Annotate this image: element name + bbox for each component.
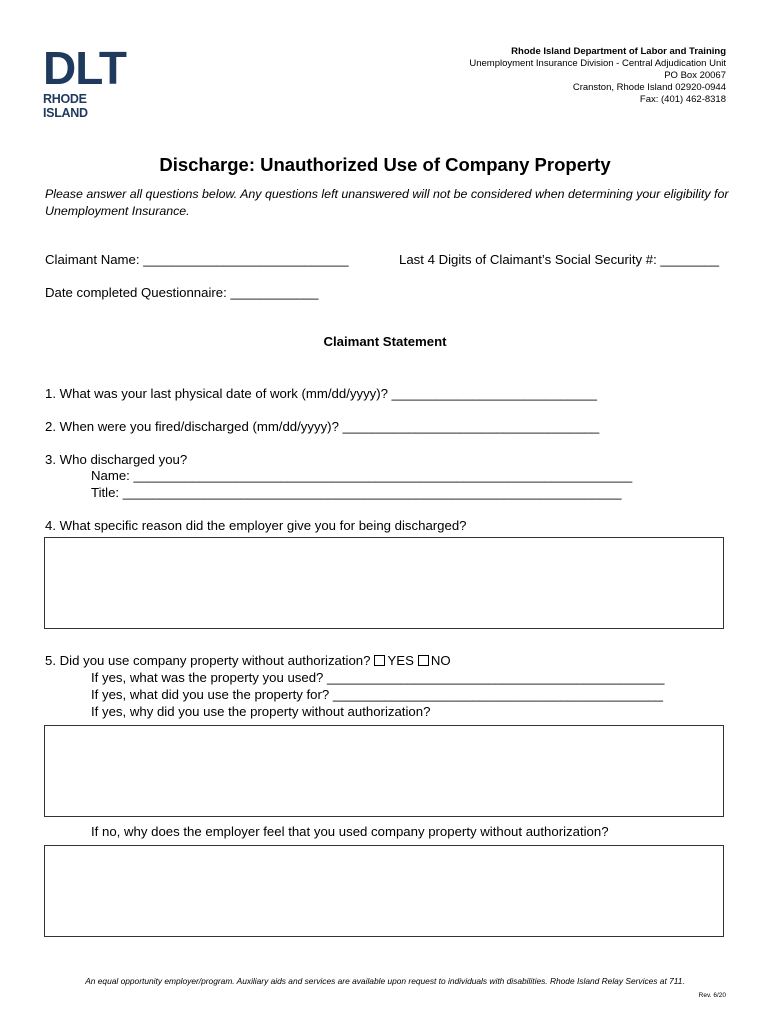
question-5d: If no, why does the employer feel that you used company property without authorization? [91, 824, 609, 839]
section-heading: Claimant Statement [323, 334, 447, 349]
logo-main-text: DLT [43, 42, 127, 94]
question-4: 4. What specific reason did the employer give you for being discharged? [45, 518, 467, 533]
agency-fax: Fax: (401) 462-8318 [639, 94, 726, 105]
agency-pobox: PO Box 20067 [664, 70, 726, 81]
question-4-answer-input[interactable] [45, 538, 723, 628]
question-5a-field[interactable]: If yes, what was the property you used? ______________________________________________ [91, 670, 665, 685]
agency-division: Unemployment Insurance Division - Central Adjudication Unit [469, 58, 726, 69]
footer-text: An equal opportunity employer/program. Auxiliary aids and services are available upon request to individuals with disabilities. Rhode Island Relay Services at 711. [85, 976, 685, 986]
question-3-title-field[interactable]: Title: ____________________________________________________________________ [91, 485, 622, 500]
question-1[interactable]: 1. What was your last physical date of work (mm/dd/yyyy)? ____________________________ [45, 386, 598, 401]
question-5c-answer-box[interactable] [44, 725, 724, 817]
question-5d-answer-box[interactable] [44, 845, 724, 937]
no-checkbox[interactable] [418, 655, 429, 666]
question-3: 3. Who discharged you? [45, 452, 188, 467]
agency-city: Cranston, Rhode Island 02920-0944 [572, 82, 726, 93]
revision-label: Rev. 6/20 [698, 992, 726, 999]
yes-label: YES [387, 653, 414, 668]
ssn-field[interactable]: Last 4 Digits of Claimant’s Social Security #: ________ [399, 252, 720, 267]
question-5d-answer-input[interactable] [45, 846, 723, 936]
question-5c: If yes, why did you use the property without authorization? [91, 704, 431, 719]
dlt-logo [43, 42, 133, 120]
question-5c-answer-input[interactable] [45, 726, 723, 816]
agency-name: Rhode Island Department of Labor and Training [511, 46, 726, 57]
no-label: NO [430, 653, 451, 668]
logo-sub-text: RHODE ISLAND [43, 92, 88, 120]
agency-address [469, 46, 726, 106]
question-5-text: 5. Did you use company property without authorization? [45, 653, 371, 668]
question-4-answer-box[interactable] [44, 537, 724, 629]
question-3-name-field[interactable]: Name: ____________________________________________________________________ [91, 468, 633, 483]
question-2[interactable]: 2. When were you fired/discharged (mm/dd/yyyy)? ___________________________________ [45, 419, 600, 434]
form-title: Discharge: Unauthorized Use of Company Property [159, 154, 611, 175]
date-completed-field[interactable]: Date completed Questionnaire: ____________ [45, 285, 319, 300]
question-5 [45, 653, 451, 668]
form-instructions: Please answer all questions below. Any questions left unanswered will not be considered when determining your eligibility for Unemployment Insurance. [45, 187, 729, 218]
question-5b-field[interactable]: If yes, what did you use the property for? _____________________________________________ [91, 687, 663, 702]
yes-checkbox[interactable] [374, 655, 385, 666]
claimant-name-field[interactable]: Claimant Name: ____________________________ [45, 252, 349, 267]
